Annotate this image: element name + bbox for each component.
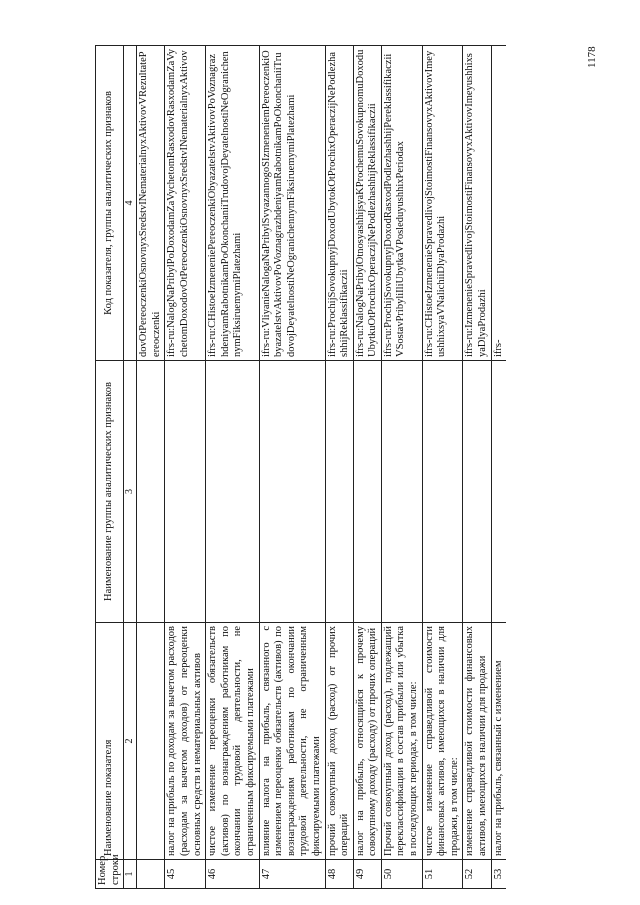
group-name	[422, 361, 463, 623]
table-row	[259, 46, 325, 889]
row-number: 45	[165, 860, 206, 889]
header-group-name: Наименование группы аналитических признаков	[96, 361, 124, 623]
column-number: 3	[124, 361, 137, 623]
indicator-name: прочий совокупный доход (расход) от прочих операций	[325, 623, 353, 860]
row-number: 48	[325, 860, 353, 889]
indicator-code: ifrs-ru:CHistoeIzmeneniePereoczenkiObyazatelstvAktivovPoVoznagrazhdeniyamRabotnikamPoOkonchaniiTrudovojDeyatelnostiNeOgranichennymFiksiruemymiPlatezhami	[206, 46, 259, 361]
page-number: 1178	[586, 46, 598, 68]
group-name	[381, 361, 422, 623]
indicator-table	[95, 45, 506, 889]
indicator-name: налог на прибыль, относящийся к прочему совокупному доходу (расходу) от прочих операций	[353, 623, 381, 860]
table-row	[463, 46, 491, 889]
indicator-name: чистое изменение справедливой стоимости финансовых активов, имеющихся в наличии для продажи, в том числе:	[422, 623, 463, 860]
indicator-code: ifrs-ru:VliyanieNalogaNaPribylSvyazannogoSIzmeneniemPereoczenkiObyazatelstvAktivovPoVoznagrazhdeniyamRabotnikamPoOkonchaniiTrudovojDeyatelnostiNeOgranichennymFiksiruemymiPlatezhami	[259, 46, 325, 361]
table-row	[325, 46, 353, 889]
group-name	[353, 361, 381, 623]
table-row	[422, 46, 463, 889]
row-number: 46	[206, 860, 259, 889]
column-number: 4	[124, 46, 137, 361]
indicator-name: влияние налога на прибыль, связанного с изменением переоценки обязательств (активов) по вознаграждениям работникам по окончании трудовой деятельности, не ограниченным фиксируемыми платежами	[259, 623, 325, 860]
indicator-code: ifrs-ru:CHistoeIzmenenieSpravedlivojStoimostiFinansovyxAktivovImeyushhixsyaVNalichiiDlyaProdazhi	[422, 46, 463, 361]
indicator-name	[137, 623, 165, 860]
row-number: 49	[353, 860, 381, 889]
column-number: 1	[124, 860, 137, 889]
row-number: 52	[463, 860, 491, 889]
indicator-code: ifrs-	[491, 46, 506, 361]
group-name	[325, 361, 353, 623]
indicator-code: ifrs-ru:NalogNaPribylPoDoxodamZaVychetomRasxodovRasxodamZaVychetomDoxodovOtPereoczenkiOsnovnyxSredstvINematerialnyxAktivov	[165, 46, 206, 361]
column-number-row	[124, 46, 137, 889]
indicator-code: ifrs-ru:IzmenenieSpravedlivojStoimostiFinansovyxAktivovImeyushhixsyaDlyaProdazhi	[463, 46, 491, 361]
header-row-number: Номер строки	[96, 860, 124, 889]
group-name	[463, 361, 491, 623]
indicator-name: налог на прибыль по доходам за вычетом расходов (расходам за вычетом доходов) от переоценки основных средств и нематериальных активов	[165, 623, 206, 860]
group-name	[491, 361, 506, 623]
indicator-name: Прочий совокупный доход (расход), подлежащий переклассификации в состав прибыли или убытка в последующих периодах, в том числе:	[381, 623, 422, 860]
indicator-name: изменение справедливой стоимости финансовых активов, имеющихся в наличии для продажи	[463, 623, 491, 860]
header-indicator-name: Наименование показателя	[96, 623, 124, 860]
indicator-name: налог на прибыль, связанный с изменением	[491, 623, 506, 860]
group-name	[206, 361, 259, 623]
group-name	[259, 361, 325, 623]
header-row	[96, 46, 124, 889]
column-number: 2	[124, 623, 137, 860]
indicator-code: ifrs-ru:ProchijSovokupnyjDoxodUbytokOtProchixOperaczijNePodlezhashhijReklassifikaczii	[325, 46, 353, 361]
indicator-code: ifrs-ru:NalogNaPribylOtnosyashhijsyaKProchemuSovokupnomuDoxoduUbytkuOtProchixOperaczijNePodlezhashhijReklassifikaczii	[353, 46, 381, 361]
table-row	[137, 46, 165, 889]
table-row	[381, 46, 422, 889]
row-number: 50	[381, 860, 422, 889]
table-row	[165, 46, 206, 889]
table-row	[353, 46, 381, 889]
row-number	[137, 860, 165, 889]
header-code: Код показателя, группы аналитических признаков	[96, 46, 124, 361]
indicator-code: ifrs-ru:ProchijSovokupnyjDoxodRasxodPodlezhashhijPereklassifikacziiVSostavPribyliIliUbytkaVPosleduyushhixPeriodax	[381, 46, 422, 361]
document-table-area	[95, 45, 592, 889]
table-row	[491, 46, 506, 889]
row-number: 53	[491, 860, 506, 889]
group-name	[137, 361, 165, 623]
row-number: 47	[259, 860, 325, 889]
row-number: 51	[422, 860, 463, 889]
indicator-code: dovOtPereoczenkiOsnovnyxSredstvINematerialnyxAktivovVRezultatePereoczenki	[137, 46, 165, 361]
indicator-name: чистое изменение переоценки обязательств (активов) по вознаграждениям работникам по окончании трудовой деятельности, не ограниченным фиксируемыми платежами	[206, 623, 259, 860]
table-row	[206, 46, 259, 889]
group-name	[165, 361, 206, 623]
